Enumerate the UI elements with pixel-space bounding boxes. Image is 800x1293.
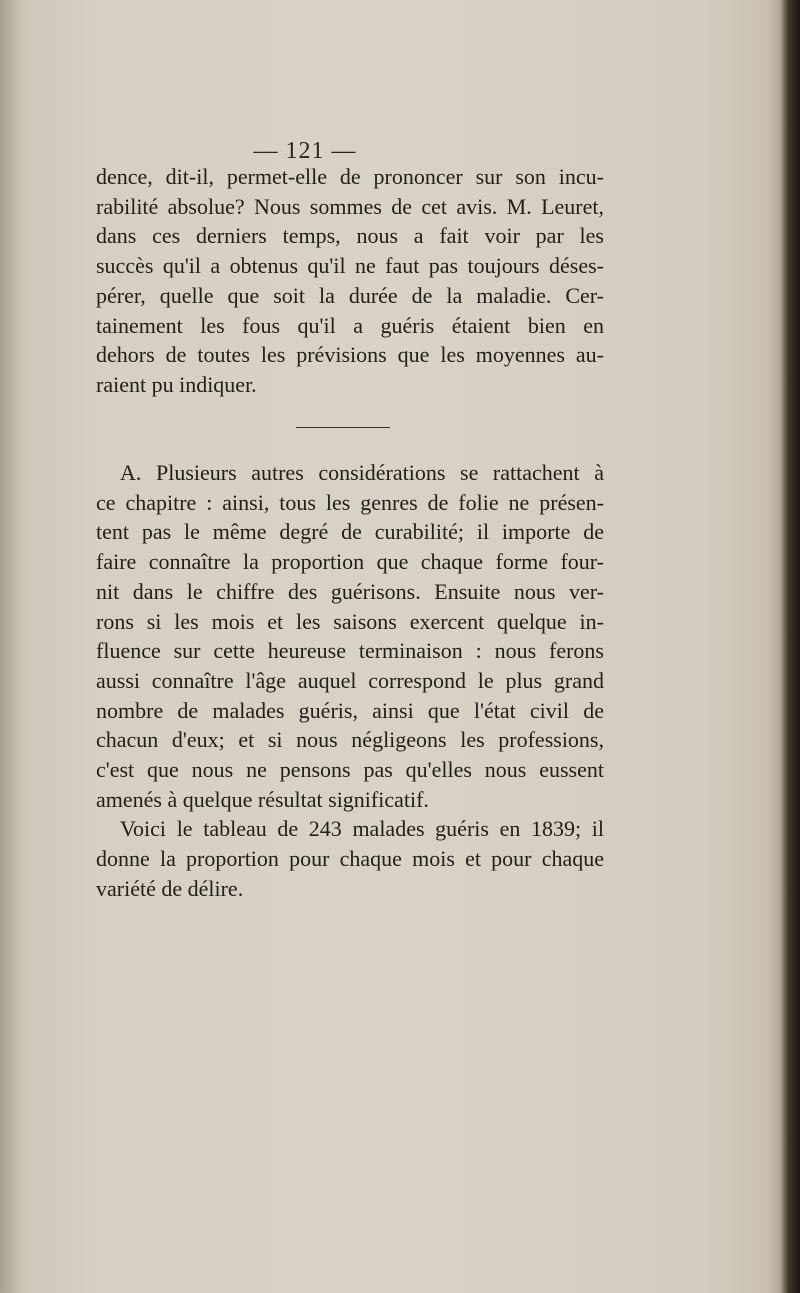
text-line: Voici le tableau de 243 malades guéris en 1839; il [120,816,604,842]
text-line: dence, dit-il, permet-elle de prononcer sur son incu- [96,164,604,189]
text-line: raient pu indiquer. [96,371,257,397]
text-line: variété de délire. [96,875,244,901]
page-gutter-left [0,0,26,1293]
text-line: dehors de toutes les prévisions que les moyennes au- [96,342,604,368]
text-line: rabilité absolue? Nous sommes de cet avis. M. Leuret, [96,193,604,219]
text-line: pérer, quelle que soit la durée de la maladie. Cer- [96,282,604,308]
section-separator-rule [296,427,390,428]
paragraph-1 [96,162,604,400]
text-line: ce chapitre : ainsi, tous les genres de folie ne présen- [96,489,604,515]
text-line: donne la proportion pour chaque mois et pour chaque [96,846,604,872]
page-number: — 121 — [253,138,357,164]
text-line: A. Plusieurs autres considérations se rattachent à [120,460,604,485]
text-line: succès qu'il a obtenus qu'il ne faut pas toujours déses- [96,253,604,279]
text-line: aussi connaître l'âge auquel correspond le plus grand [96,667,604,693]
text-line: fluence sur cette heureuse terminaison : nous ferons [96,638,604,664]
text-line: amenés à quelque résultat significatif. [96,786,429,812]
page-binding-edge [780,0,800,1293]
text-line: dans ces derniers temps, nous a fait voir par les [96,223,604,249]
text-line: nombre de malades guéris, ainsi que l'état civil de [96,697,604,723]
text-line: chacun d'eux; et si nous négligeons les professions, [96,727,604,753]
text-line: rons si les mois et les saisons exercent quelque in- [96,608,604,634]
text-line: nit dans le chiffre des guérisons. Ensuite nous ver- [96,578,604,604]
paragraph-2 [96,458,604,904]
text-line: tent pas le même degré de curabilité; il importe de [96,519,604,545]
text-line: faire connaître la proportion que chaque forme four- [96,549,604,575]
text-line: c'est que nous ne pensons pas qu'elles nous eussent [96,757,604,783]
text-line: tainement les fous qu'il a guéris étaient bien en [96,312,604,338]
